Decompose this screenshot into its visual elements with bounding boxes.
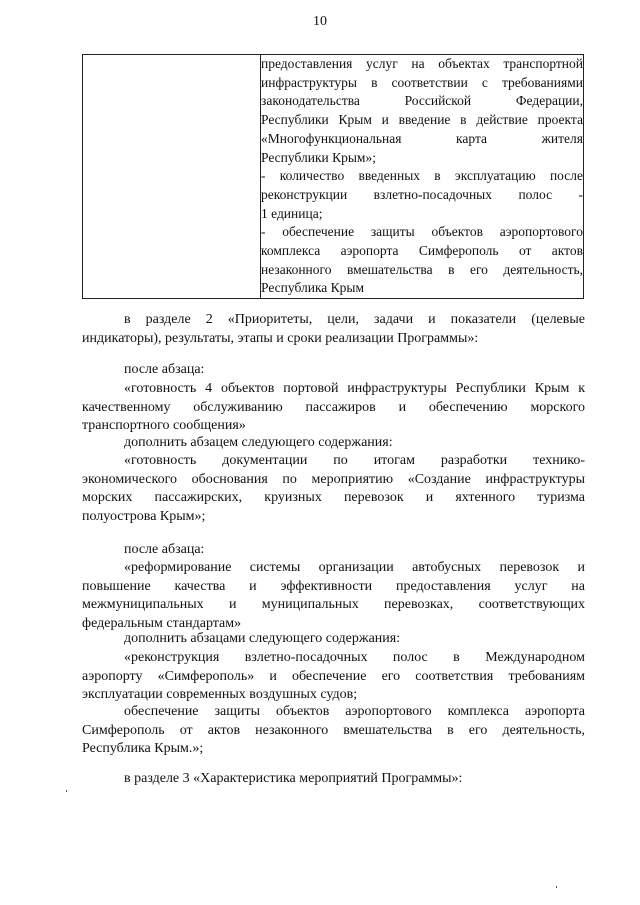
text-line: межмуниципальных и муниципальных перевозках, соответствующих [82, 597, 585, 612]
text-line: обеспечение защиты объектов аэропортового комплекса аэропорта [124, 704, 585, 719]
text-line: «реконструкция взлетно-посадочных полос в Международном [124, 650, 585, 665]
section3-intro-paragraph [82, 770, 585, 789]
cell-line: реконструкции взлетно-посадочных полос - [261, 186, 583, 202]
text-line: повышение качества и эффективности предоставления услуг на [82, 578, 585, 594]
new-paragraph-2b [82, 703, 585, 759]
text-line: индикаторы), результаты, этапы и сроки реализации Программы»: [82, 330, 479, 346]
table-row [83, 55, 584, 299]
text-line: дополнить абзацем следующего содержания: [124, 435, 393, 450]
cell-line: инфраструктуры в соответствии с требованиями [261, 74, 583, 90]
text-line: после абзаца: [124, 542, 205, 557]
text-line: Симферополь от актов незаконного вмешательства в его деятельность, [82, 722, 585, 738]
text-line: экономического обоснования по мероприятию «Создание инфраструктуры [82, 471, 585, 487]
section2-intro-paragraph [82, 311, 585, 348]
text-line: федеральным стандартам» [82, 615, 242, 631]
text-line: транспортного сообщения» [82, 418, 246, 433]
add-paragraph-label-2 [82, 630, 585, 649]
text-line: в разделе 2 «Приоритеты, цели, задачи и показатели (целевые [124, 312, 585, 327]
cell-line: - обеспечение защиты объектов аэропортового [261, 224, 583, 240]
text-line: дополнить абзацами следующего содержания: [124, 631, 401, 646]
page-number: 10 [313, 14, 327, 29]
cell-line: 1 единица; [261, 205, 323, 221]
text-line: аэропорту «Симферополь» и обеспечение его соответствия требованиям [82, 668, 585, 684]
text-line: «реформирование системы организации автобусных перевозок и [124, 560, 585, 575]
text-line: качественному обслуживанию пассажиров и обеспечению морского [82, 399, 585, 415]
text-line: эксплуатации современных воздушных судов; [82, 687, 358, 702]
quoted-paragraph-1 [82, 380, 585, 436]
table-cell-indicators [261, 55, 584, 299]
new-paragraph-2a [82, 649, 585, 705]
cell-line: «Многофункциональная карта жителя [261, 130, 583, 146]
cell-line: законодательства Российской Федерации, [261, 93, 583, 109]
cell-line: Республики Крым»; [261, 149, 376, 165]
text-line: Республика Крым.»; [82, 741, 204, 756]
cell-line: - количество введенных в эксплуатацию после [261, 168, 583, 184]
text-line: после абзаца: [124, 362, 205, 377]
scan-speck [66, 790, 67, 792]
table-cell-empty [83, 55, 261, 299]
after-paragraph-label-1 [82, 361, 585, 380]
cell-line: незаконного вмешательства в его деятельность, [261, 261, 583, 277]
scan-speck [556, 886, 557, 888]
after-paragraph-label-2 [82, 541, 585, 560]
text-line: «готовность документации по итогам разработки технико- [124, 453, 585, 468]
continuation-table [82, 54, 584, 299]
text-line: «готовность 4 объектов портовой инфраструктуры Республики Крым к [124, 381, 585, 396]
cell-line: Республики Крым и введение в действие проекта [261, 112, 583, 128]
text-line: морских пассажирских, круизных перевозок и яхтенного туризма [82, 490, 585, 505]
cell-line: комплекса аэропорта Симферополь от актов [261, 243, 583, 259]
cell-line: Республика Крым [261, 280, 365, 296]
add-paragraph-label-1 [82, 434, 585, 453]
text-line: полуострова Крым»; [82, 508, 206, 524]
quoted-paragraph-2 [82, 559, 585, 633]
new-paragraph-1 [82, 452, 585, 526]
text-line: в разделе 3 «Характеристика мероприятий Программы»: [124, 771, 463, 786]
cell-line: предоставления услуг на объектах транспортной [261, 56, 583, 71]
